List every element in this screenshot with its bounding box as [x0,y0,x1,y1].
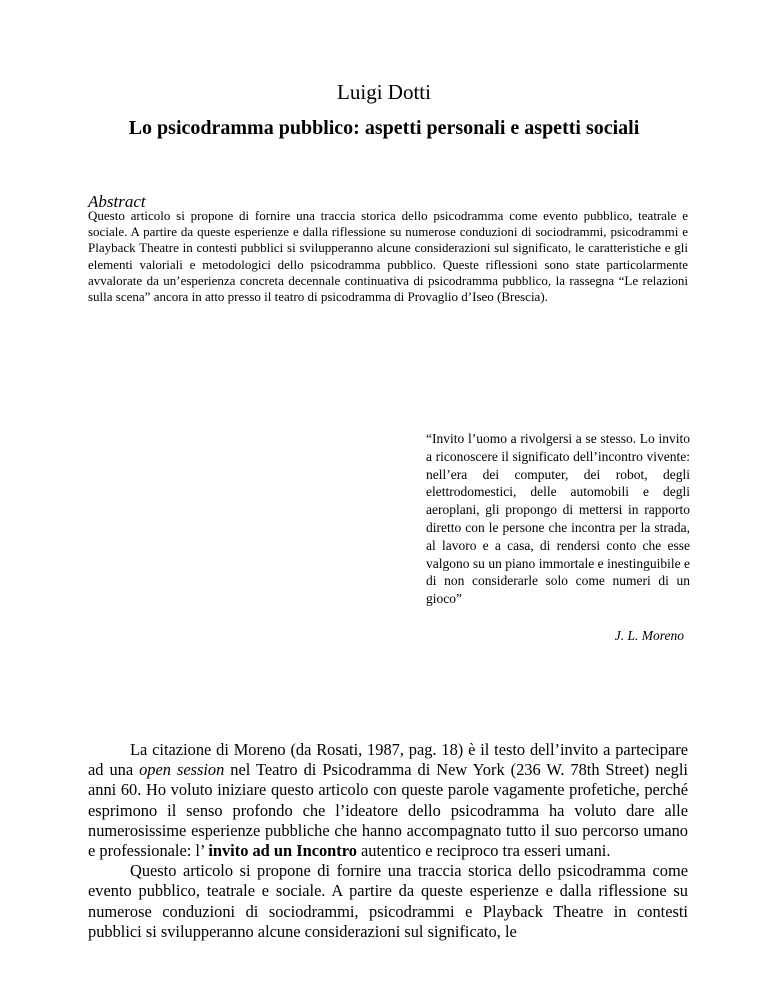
abstract-heading: Abstract [88,192,146,211]
body-text [88,740,688,942]
epigraph-author: J. L. Moreno [614,628,684,643]
body-paragraph-1 [88,740,688,861]
p1-text-a: La citazione di Moreno (da Rosati, 1987, pag. 18) è il testo dell’invito a partecipare ad una [88,740,688,780]
epigraph-quote: “Invito l’uomo a rivolgersi a se stesso. Lo invito a riconoscere il significato dell’incontro vivente: nell’era dei computer, dei robot, degli elettrodomestici, delle automobili e degli aeroplani, gli propongo di mettersi in rapporto diretto con le persone che incontra per la strada, al lavoro e a casa, di rendersi conto che esse valgono su un piano immortale e inestinguibile e di non considerarle solo come numeri di un gioco” [426,431,690,607]
p1-invito-incontro: invito ad un Incontro [208,841,357,861]
author-name: Luigi Dotti [337,80,431,104]
p1-text-c: autentico e reciproco tra esseri umani. [356,841,611,861]
p1-open-session: open session [139,760,225,780]
abstract-text: Questo articolo si propone di fornire una traccia storica dello psicodramma come evento pubblico, teatrale e sociale. A partire da queste esperienze e dalla riflessione su numerose conduzioni di sociodrammi, psicodrammi e Playback Theatre in contesti pubblici si svilupperanno alcune considerazioni sul significato, le caratteristiche e gli elementi valoriali e metodologici dello psicodramma pubblico. Queste riflessioni sono state particolarmente avvalorate da un’esperienza concreta decennale continuativa di psicodramma pubblico, la rassegna “Le relazioni sulla scena” ancora in atto presso il teatro di psicodramma di Provaglio d’Iseo (Brescia). [88,208,688,305]
body-paragraph-2: Questo articolo si propone di fornire una traccia storica dello psicodramma come evento pubblico, teatrale e sociale. A partire da queste esperienze e dalla riflessione su numerose conduzioni di sociodrammi, psicodrammi e Playback Theatre in contesti pubblici si svilupperanno alcune considerazioni sul significato, le [88,861,688,941]
p1-text-b: nel Teatro di Psicodramma di New York (236 W. 78th Street) negli anni 60. Ho voluto iniziare questo articolo con queste parole vagamente profetiche, perché esprimono il senso profondo che l’ideatore dello psicodramma ha voluto dare alle numerosissime esperienze pubbliche che hanno accompagnato tutto il suo percorso umano e professionale: l’ [88,760,688,861]
article-title: Lo psicodramma pubblico: aspetti personali e aspetti sociali [128,117,640,139]
